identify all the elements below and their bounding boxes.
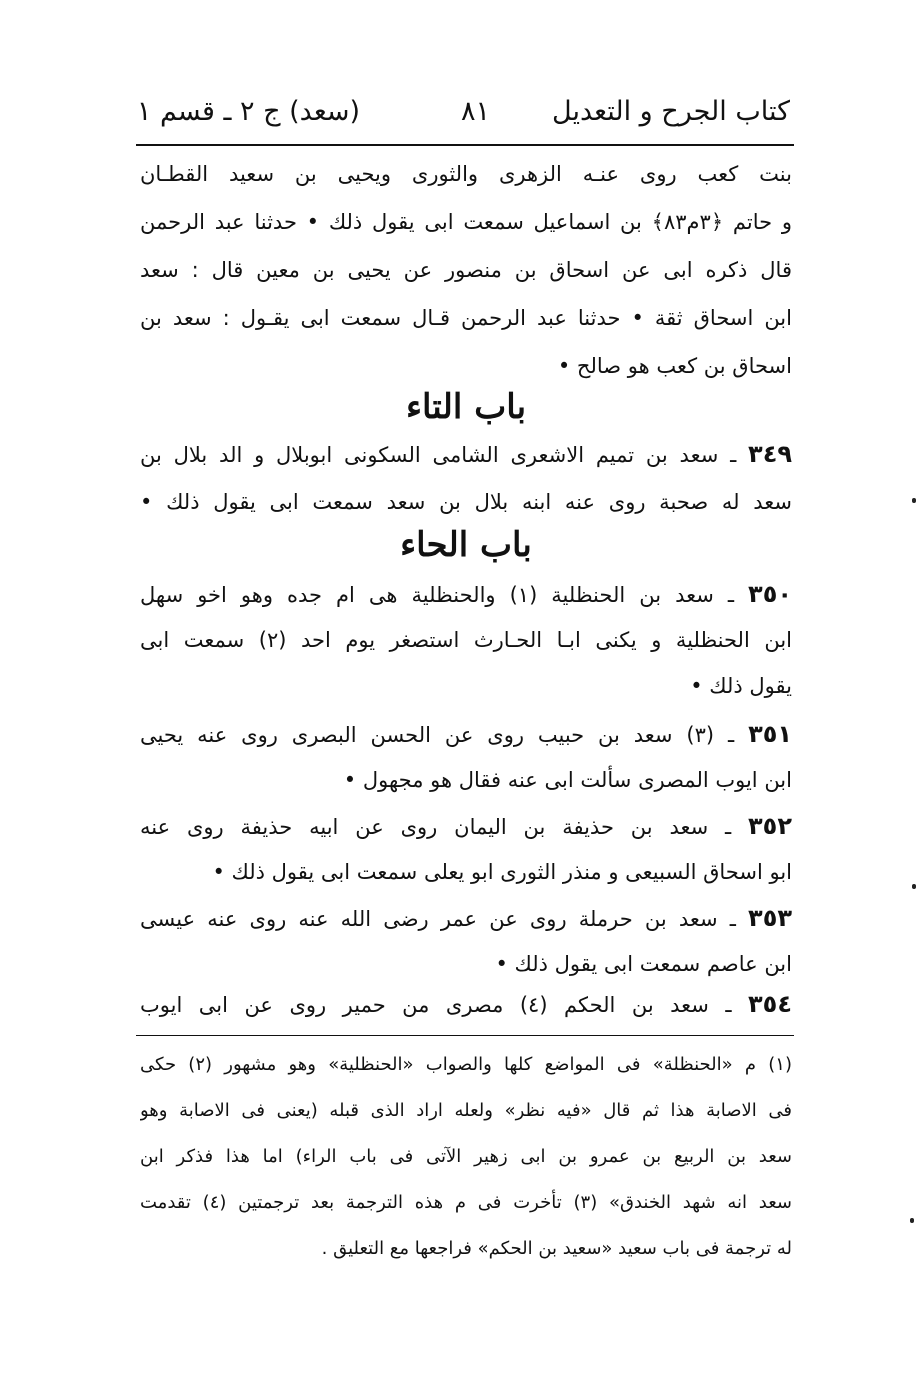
entry-number: ٣٥٣ [748,904,792,932]
entry-text: ـ سعد بن حذيفة بن اليمان روى عن ابيه حذيفة روى عنه [140,815,732,839]
entry-text: ـ سعد بن الحنظلية (١) والحنظلية هى ام جده وهو اخو سهل [140,583,735,607]
entry-number: ٣٥١ [748,720,792,748]
entry-350-line-1 [140,570,792,618]
entry-351-line-2: ابن ايوب المصرى سألت ابى عنه فقال هو مجهول • [343,768,792,792]
scan-speck [912,498,916,503]
scan-speck [912,884,916,889]
footnote-line: سعد انه شهد الخندق» (٣) تأخرت فى م هذه الترجمة بعد ترجمتين (٤) تقدمت [140,1192,792,1213]
entry-text: ـ (٣) سعد بن حبيب روى عن الحسن البصرى روى عنه يحيى [140,723,735,747]
scan-speck [910,1218,914,1223]
entry-349-line-2: سعد له صحبة روى عنه ابنه بلال بن سعد سمعت ابى يقول ذلك • [140,490,792,514]
footnote-rule [136,1035,794,1036]
footnote-line: فى الاصابة هذا ثم قال «فيه نظر» ولعله اراد الذى قبله (يعنى فى الاصابة وهو [140,1100,792,1121]
entry-number: ٣٥٠ [748,580,792,608]
footnote-line: (١) م «الحنظلة» فى المواضع كلها والصواب «الحنظلية» وهو مشهور (٢) حكى [140,1054,792,1075]
entry-text: ـ سعد بن تميم الاشعرى الشامى السكونى ابوبلال و الد بلال بن [140,443,737,467]
running-header [136,92,790,138]
entry-354-line-1 [140,980,792,1028]
entry-number: ٣٥٢ [748,812,792,840]
text-line: بنت كعب روى عنـه الزهرى والثورى ويحيى بن سعيد القطـان [140,162,792,186]
entry-text: ـ سعد بن الحكم (٤) مصرى من حمير روى عن ابى ايوب [140,993,732,1017]
entry-350-line-2: ابن الحنظلية و يكنى ابـا الحـارث استصغر يوم احد (٢) سمعت ابى [140,628,792,652]
chapter-heading-ha: باب الحاء [400,525,532,565]
entry-352-line-2: ابو اسحاق السبيعى و منذر الثورى ابو يعلى سمعت ابى يقول ذلك • [212,860,792,884]
book-title: كتاب الجرح و التعديل [552,96,790,127]
entry-350-line-3: يقول ذلك • [690,674,792,698]
footnote-line: سعد بن الربيع بن عمرو بن ابى زهير الآتى فى باب الراء) اما هذا فذكر ابن [140,1146,792,1167]
footnotes [140,1042,792,1282]
entry-352-line-1 [140,802,792,850]
footnote-line: له ترجمة فى باب سعيد «سعيد بن الحكم» فراجعها مع التعليق . [321,1238,792,1259]
entry-349-line-1 [140,430,792,478]
text-line: و حاتم ﴿٣م٨٣﴾ بن اسماعيل سمعت ابى يقول ذلك • حدثنا عبد الرحمن [140,210,792,234]
header-rule [136,144,794,146]
entry-number: ٣٤٩ [748,440,792,468]
text-line: اسحاق بن كعب هو صالح • [557,354,792,378]
entry-351-line-1 [140,710,792,758]
page-number: ٨١ [460,96,490,127]
entry-text: ـ سعد بن حرملة روى عن عمر رضى الله عنه روى عنه عيسى [140,907,736,931]
entry-353-line-1 [140,894,792,942]
volume-label: (سعد) ج ٢ ـ قسم ١ [136,96,360,127]
chapter-heading-ta: باب التاء [405,387,527,427]
entry-number: ٣٥٤ [748,990,792,1018]
entry-353-line-2: ابن عاصم سمعت ابى يقول ذلك • [495,952,792,976]
text-line: قال ذكره ابى عن اسحاق بن منصور عن يحيى بن معين قال : سعد [140,258,792,282]
text-line: ابن اسحاق ثقة • حدثنا عبد الرحمن قـال سمعت ابى يقـول : سعد بن [140,306,792,330]
main-text [140,150,792,1018]
